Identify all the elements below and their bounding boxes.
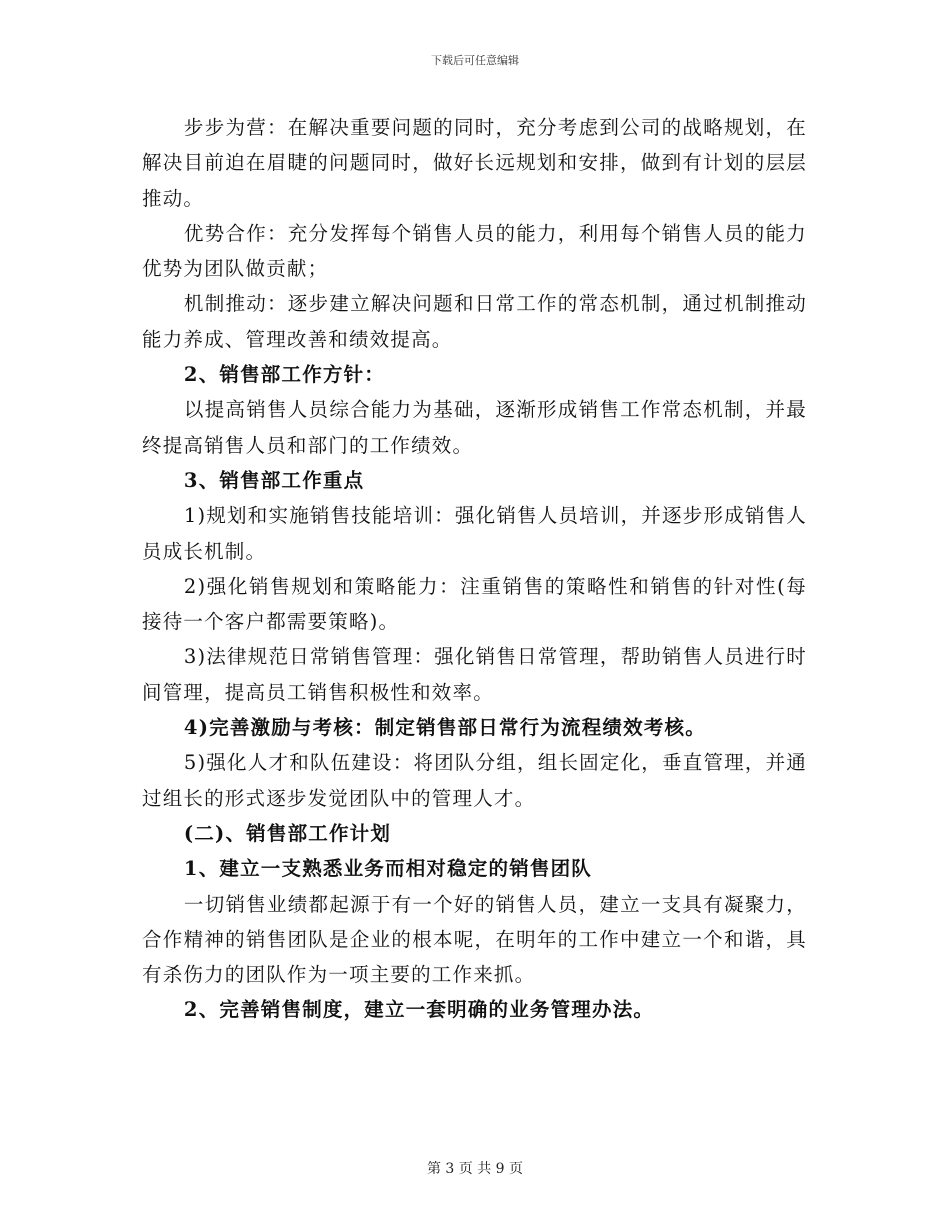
paragraph-work-policy: 以提高销售人员综合能力为基础，逐渐形成销售工作常态机制，并最终提高销售人员和部门的工作绩效。 — [142, 398, 807, 457]
heading-sales-team: 1、建立一支熟悉业务而相对稳定的销售团队 — [183, 857, 592, 881]
paragraph-sales-team: 一切销售业绩都起源于有一个好的销售人员，建立一支具有凝聚力，合作精神的销售团队是企业的根本呢，在明年的工作中建立一个和谐，具有杀伤力的团队作为一项主要的工作来抓。 — [142, 892, 807, 987]
paragraph-advantage-cooperation: 优势合作：充分发挥每个销售人员的能力，利用每个销售人员的能力优势为团队做贡献； — [142, 221, 807, 281]
page-number: 第 3 页 共 9 页 — [426, 1161, 524, 1177]
page-header: 下载后可任意编辑 — [431, 54, 519, 67]
document-body — [142, 110, 807, 1028]
list-item-daily-management: 3)法律规范日常销售管理：强化销售日常管理，帮助销售人员进行时间管理，提高员工销售积极性和效率。 — [142, 645, 807, 704]
heading-work-policy: 2、销售部工作方针： — [183, 363, 385, 387]
paragraph-step-by-step: 步步为营：在解决重要问题的同时，充分考虑到公司的战略规划，在解决目前迫在眉睫的问题同时，做好长远规划和安排，做到有计划的层层推动。 — [142, 116, 807, 210]
list-item-strategy: 2)强化销售规划和策略能力：注重销售的策略性和销售的针对性(每接待一个客户都需要策略)。 — [142, 574, 807, 634]
list-item-incentive: 4)完善激励与考核：制定销售部日常行为流程绩效考核。 — [183, 716, 706, 740]
heading-work-focus: 3、销售部工作重点 — [183, 468, 365, 492]
heading-work-plan: (二)、销售部工作计划 — [183, 821, 392, 845]
heading-sales-system: 2、完善销售制度，建立一套明确的业务管理办法。 — [183, 998, 655, 1022]
list-item-talent: 5)强化人才和队伍建设：将团队分组，组长固定化，垂直管理，并通过组长的形式逐步发觉团队中的管理人才。 — [142, 751, 807, 810]
paragraph-mechanism: 机制推动：逐步建立解决问题和日常工作的常态机制，通过机制推动能力养成、管理改善和绩效提高。 — [142, 292, 807, 351]
list-item-training: 1)规划和实施销售技能培训：强化销售人员培训，并逐步形成销售人员成长机制。 — [142, 504, 807, 563]
